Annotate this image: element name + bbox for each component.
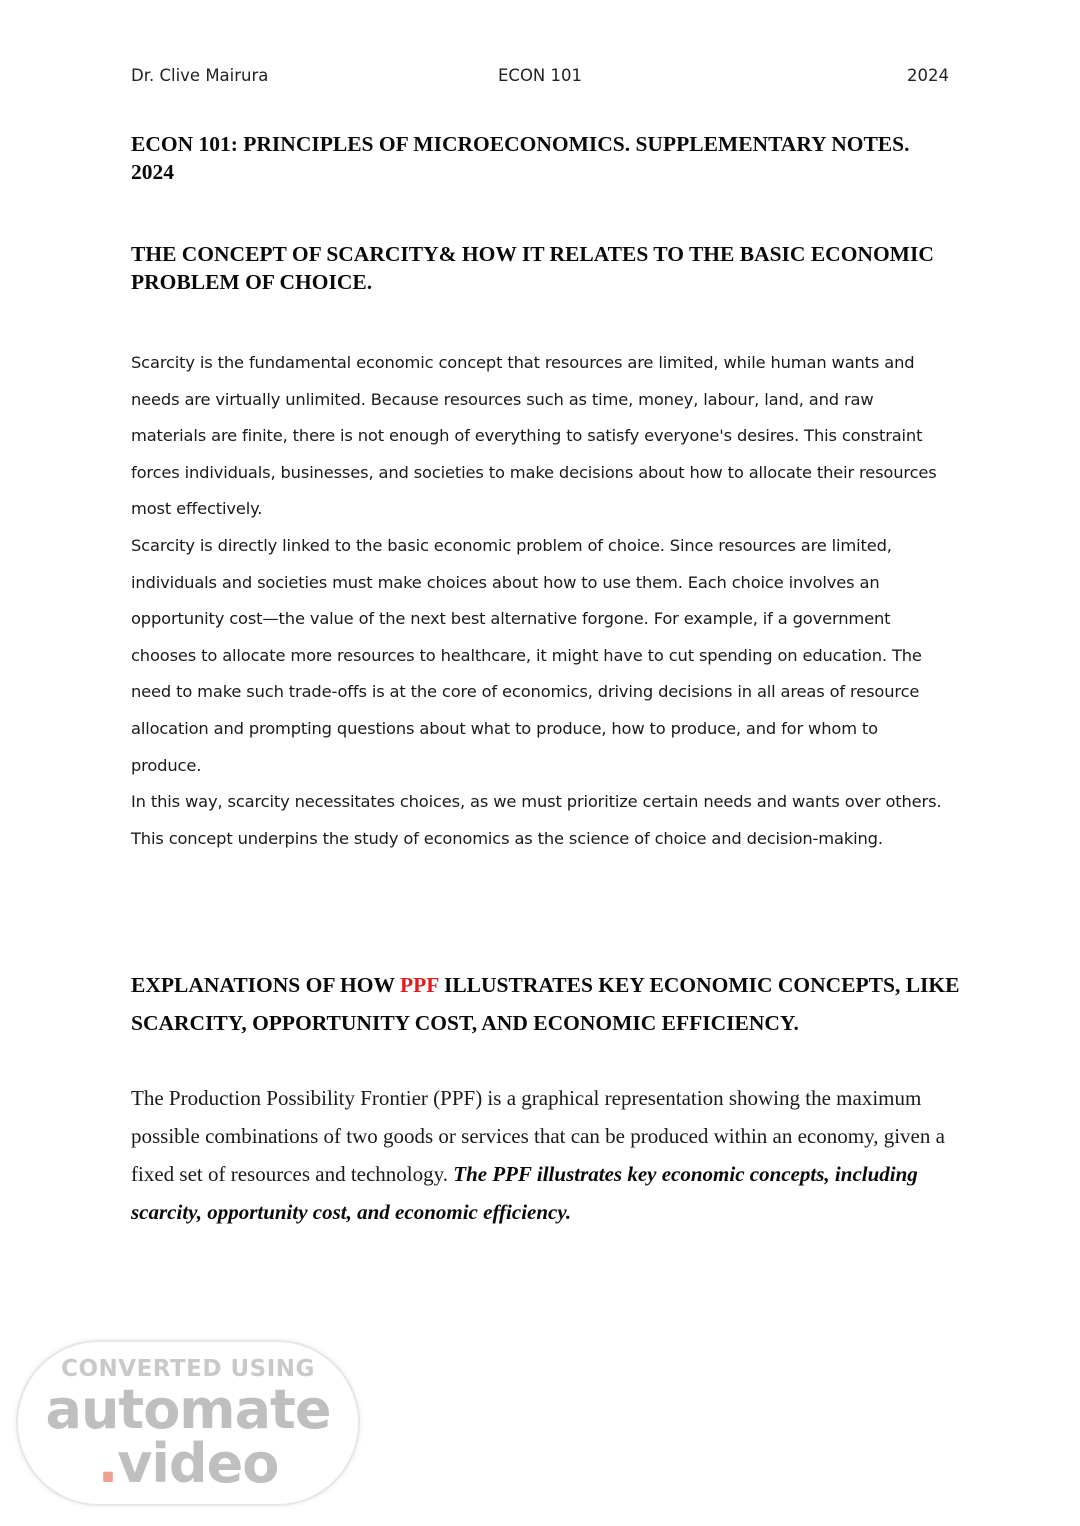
watermark-brand-bottom: [18, 1432, 358, 1495]
ppf-heading-end: ILLUSTRATES KEY ECONOMIC CONCEPTS, LIKE SCARCITY, OPPORTUNITY COST, AND ECONOMIC EFFICIENCY.: [131, 973, 960, 1035]
ppf-heading-start: EXPLANATIONS OF HOW: [131, 973, 400, 997]
scarcity-paragraph-3: In this way, scarcity necessitates choices, as we must prioritize certain needs and wants over others. This concept underpins the study of economics as the science of choice and decision-making.: [131, 792, 942, 848]
scarcity-heading: THE CONCEPT OF SCARCITY& HOW IT RELATES TO THE BASIC ECONOMIC PROBLEM OF CHOICE.: [131, 242, 934, 294]
scarcity-body: [131, 345, 951, 857]
header-year: 2024: [907, 66, 949, 85]
header-course: ECON 101: [497, 66, 583, 85]
ppf-paragraph: [131, 1079, 951, 1231]
watermark-dot: .: [97, 1432, 118, 1495]
converted-watermark-badge: [16, 1340, 360, 1506]
ppf-body-emphasis: The PPF illustrates key economic concepts, including scarcity, opportunity cost, and economic efficiency.: [131, 1162, 918, 1224]
watermark-brand-top: automate: [45, 1378, 331, 1441]
page-header: [131, 66, 949, 88]
scarcity-paragraph-2: Scarcity is directly linked to the basic economic problem of choice. Since resources are limited, individuals and societies must make choices about how to use them. Each choice involves an opportunity cost—the value of the next best alternative forgone. For example, if a government chooses to allocate more resources to healthcare, it might have to cut spending on education. The need to make such trade-offs is at the core of economics, driving decisions in all areas of resource allocation and prompting questions about what to produce, how to produce, and for whom to produce.: [131, 535, 922, 775]
scarcity-paragraph-1: Scarcity is the fundamental economic concept that resources are limited, while human wants and needs are virtually unlimited. Because resources such as time, money, labour, land, and raw materials are finite, there is not enough of everything to satisfy everyone's desires. This constraint forces individuals, businesses, and societies to make decisions about how to allocate their resources most effectively.: [131, 353, 937, 519]
ppf-body-plain: The Production Possibility Frontier (PPF) is a graphical representation showing the maximum possible combinations of two goods or services that can be produced within an economy, given a fixed set of resources and technology.: [131, 1086, 945, 1186]
document-title: ECON 101: PRINCIPLES OF MICROECONOMICS. SUPPLEMENTARY NOTES. 2024: [131, 132, 910, 184]
watermark-brand-video: video: [117, 1432, 279, 1495]
watermark-caption: CONVERTED USING: [61, 1356, 315, 1382]
header-author: Dr. Clive Mairura: [131, 66, 269, 85]
ppf-heading: [131, 966, 961, 1042]
ppf-heading-highlight: PPF: [399, 973, 439, 997]
